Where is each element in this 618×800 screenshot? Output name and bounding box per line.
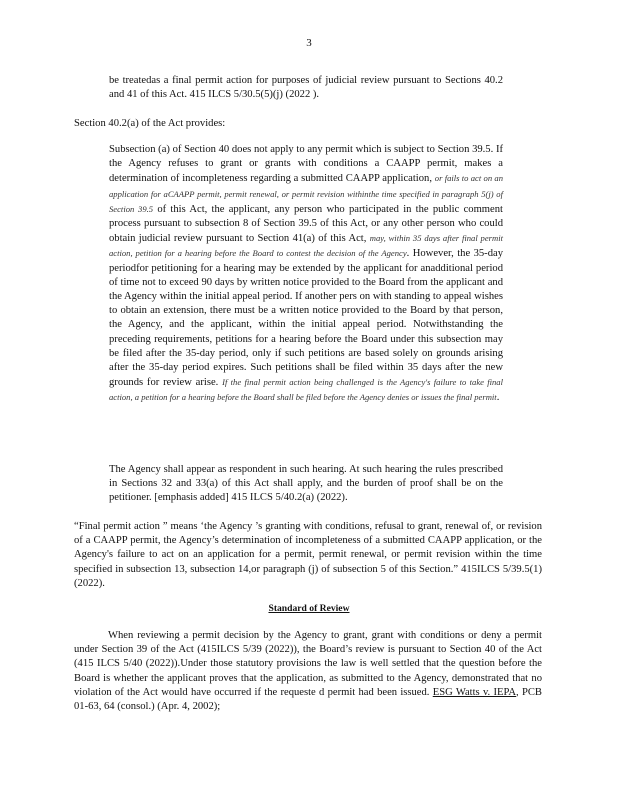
case-name: ESG Watts v. IEPA xyxy=(432,686,517,698)
definition-paragraph: “Final permit action ” means ‘the Agency ’s granting with conditions, refusal to grant, renewal of, or revision of a CAAPP permit, the Agency’s determination of incompleteness of a submitted CAAPP application, or the Agency's failure to act on an application for a permit, permit renewal, or permit revision within the time specified in subsection 13, subsection 14,or paragraph (j) of subsection 5 of this Section.” 415ILCS 5/39.5(1) (2022). xyxy=(74,521,542,589)
quote-paragraph-1: be treatedas a final permit action for purposes of judicial review pursuant to Sections 40.2 and 41 of this Act. 415 ILCS 5/30.5(5)(j) (2022 ). xyxy=(109,75,503,101)
quote2-text-3: . However, the 35-day periodfor petitioning for a hearing may be extended by the applicant for anadditional period of time not to exceed 90 days by written notice provided to the Board from the applicant and the Agency within the initial appeal period. If another pers on with standing to appeal wishes to obtain an extension, there must be a written notice provided to the Board by that person, the Agency, and the applicant, within the initial appeal period. Notwithstanding the preceding requirements, petitions for a hearing before the Board under this subsection may be filed after the 35-day period, only if such petitions are based solely on grounds arising after the 35-day period expires. Such petitions shall be filed within 35 days after the new grounds for review arise. xyxy=(109,248,503,389)
quote2-text-4: . xyxy=(496,392,500,404)
intro-paragraph: Section 40.2(a) of the Act provides: xyxy=(74,118,226,129)
quote2-text-1: Subsection (a) of Section 40 does not apply to any permit which is subject to Section 39.5. If the Agency refuses to grant or grants with conditions a CAAPP permit, makes a determination of incompleteness regarding a submitted CAAPP application, xyxy=(109,144,503,185)
quote2-text-2: of this Act, the applicant, any person who participated in the public comment process pursuant to subsection 8 of Section 39.5 of this Act, or any other person who could obtain judicial review pursuant to Section 41(a) of this Act, xyxy=(109,203,503,245)
quote-paragraph-2 xyxy=(109,143,503,406)
review-text: When reviewing a permit decision by the Agency to grant, grant with conditions or deny a permit under Section 39 of the Act (415ILCS 5/39 (2022)), the Board’s review is pursuant to Section 40 of the Act (415 ILCS 5/40 (2022)).Under those statutory provisions the law is well settled that the question before the Board is whether the applicant proves that the application, as submitted to the Agency, demonstrated that no violation of the Act would have occurred if the requeste d permit had been issued. xyxy=(74,630,542,698)
review-paragraph xyxy=(74,629,542,714)
quote2-italic-2: may, within 35 days after final permit action, petition for a hearing before the Board to contest the decision of the Agency xyxy=(109,233,503,259)
section-heading: Standard of Review xyxy=(268,603,350,614)
case-citation: , PCB 01-63, 64 (consol.) (Apr. 4, 2002); xyxy=(74,686,542,713)
page-number: 3 xyxy=(306,37,312,49)
quote-paragraph-3: The Agency shall appear as respondent in such hearing. At such hearing the rules prescribed in Sections 32 and 33(a) of this Act shall apply, and the burden of proof shall be on the petitioner. [emphasis added] 415 ILCS 5/40.2(a) (2022). xyxy=(109,464,503,504)
quote2-italic-3: If the final permit action being challenged is the Agency's failure to take final action, a petition for a hearing before the Board shall be filed before the Agency denies or issues the final permit xyxy=(109,377,503,403)
quote2-italic-1: or fails to act on an application for aCAAPP permit, permit renewal, or permit revision withinthe time specified in paragraph 5(j) of Section 39.5 xyxy=(109,173,504,214)
